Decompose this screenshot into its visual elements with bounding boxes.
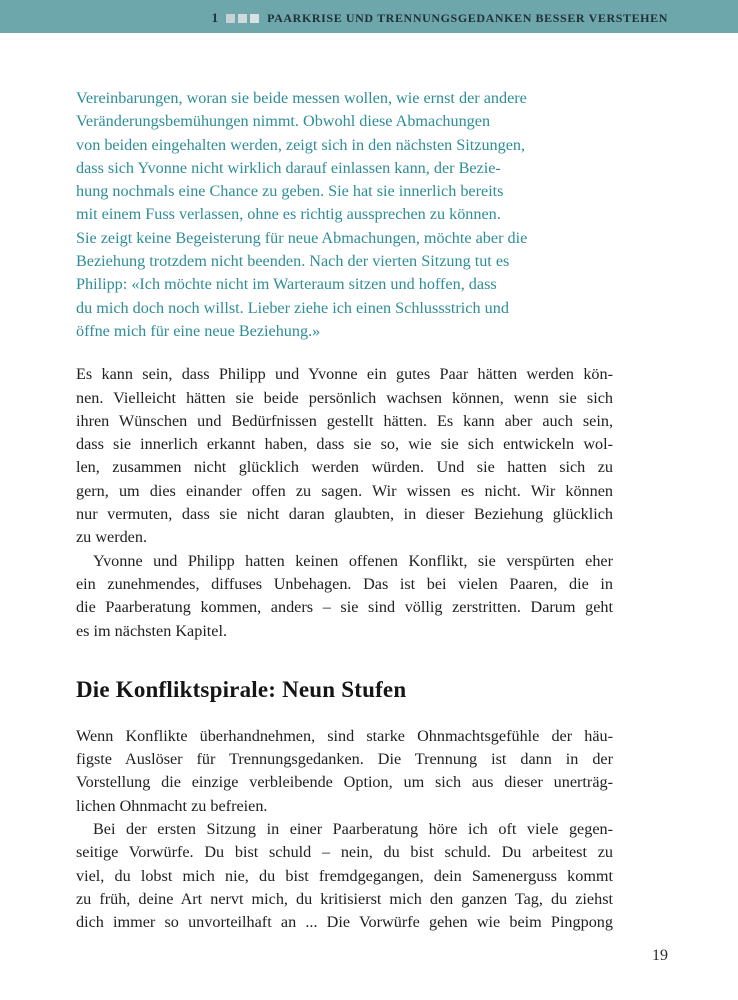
text-line: ihren Wünschen und Bedürfnissen gestellt hätten. Es kann aber auch sein, (76, 411, 613, 430)
page-content (76, 87, 613, 935)
text-line: Vereinbarungen, woran sie beide messen wollen, wie ernst der andere (76, 89, 527, 107)
chapter-marker-squares (226, 14, 259, 23)
text-line: dass sie innerlich erkannt haben, dass sie so, wie sie sich entwickeln wol- (76, 435, 613, 454)
text-line: nur vermuten, dass sie nicht daran glaubten, in dieser Beziehung glücklich (76, 505, 613, 524)
marker-square-icon (226, 14, 235, 23)
text-line: seitige Vorwürfe. Du bist schuld – nein, du bist schuld. Du arbeitest zu (76, 843, 613, 862)
text-line: zu werden. (76, 528, 148, 547)
text-line: öffne mich für eine neue Beziehung.» (76, 321, 321, 340)
text-line: Veränderungsbemühungen nimmt. Obwohl diese Abmachungen (76, 112, 491, 131)
text-line: nen. Vielleicht hätten sie beide persönlich wachsen können, wenn sie sich (76, 388, 613, 407)
text-line: Wenn Konflikte überhandnehmen, sind starke Ohnmachtsgefühle der häu- (76, 726, 613, 745)
text-line: lichen Ohnmacht zu befreien. (76, 796, 268, 815)
page-number: 19 (652, 947, 668, 964)
text-line: dass sich Yvonne nicht wirklich darauf einlassen kann, der Bezie- (76, 158, 501, 177)
text-line: von beiden eingehalten werden, zeigt sich in den nächsten Sitzungen, (76, 135, 526, 154)
text-line: gern, um dies einander offen zu sagen. Wir wissen es nicht. Wir können (76, 481, 613, 500)
paragraph-3 (76, 725, 613, 818)
section-heading: Die Konfliktspirale: Neun Stufen (76, 676, 407, 702)
text-line: die Paarberatung kommen, anders – sie sind völlig zerstritten. Darum geht (76, 598, 613, 617)
marker-square-icon (250, 14, 259, 23)
text-line: hung nochmals eine Chance zu geben. Sie hat sie innerlich bereits (76, 182, 504, 201)
text-line: Yvonne und Philipp hatten keinen offenen Konflikt, sie verspürten eher (93, 551, 613, 570)
text-line: ein zunehmendes, diffuses Unbehagen. Das ist bei vielen Paaren, die in (76, 574, 613, 593)
lead-paragraph-teal (76, 87, 613, 343)
marker-square-icon (238, 14, 247, 23)
text-line: Bei der ersten Sitzung in einer Paarberatung höre ich oft viele gegen- (93, 820, 613, 839)
chapter-number: 1 (211, 10, 219, 25)
text-line: dich immer so unvorteilhaft an ... Die Vorwürfe gehen wie beim Pingpong (76, 913, 613, 932)
text-line: len, zusammen nicht glücklich werden würden. Und sie hatten sich zu (76, 458, 613, 477)
text-line: es im nächsten Kapitel. (76, 621, 228, 640)
text-line: Sie zeigt keine Begeisterung für neue Abmachungen, möchte aber die (76, 228, 528, 247)
text-line: Beziehung trotzdem nicht beenden. Nach der vierten Sitzung tut es (76, 252, 510, 271)
text-line: mit einem Fuss verlassen, ohne es richtig aussprechen zu können. (76, 205, 501, 224)
text-line: viel, du lobst mich nie, du bist fremdgegangen, dein Samenerguss kommt (76, 866, 613, 885)
text-line: Es kann sein, dass Philipp und Yvonne ein gutes Paar hätten werden kön- (76, 365, 613, 384)
chapter-title: PAARKRISE UND TRENNUNGSGEDANKEN BESSER VERSTEHEN (267, 10, 668, 25)
chapter-header-bar (0, 0, 738, 33)
text-line: zu früh, deine Art nervt mich, du kritisierst mich den ganzen Tag, du ziehst (76, 889, 613, 908)
paragraph-2 (76, 550, 613, 643)
paragraph-4 (76, 818, 613, 934)
text-line: Vorstellung die einzige verbleibende Option, um sich aus dieser unerträg- (76, 773, 613, 792)
text-line: du mich doch noch willst. Lieber ziehe ich einen Schlussstrich und (76, 298, 509, 317)
text-line: figste Auslöser für Trennungsgedanken. Die Trennung ist dann in der (76, 750, 613, 769)
text-line: Philipp: «Ich möchte nicht im Warteraum sitzen und hoffen, dass (76, 275, 497, 294)
paragraph-1 (76, 363, 613, 549)
